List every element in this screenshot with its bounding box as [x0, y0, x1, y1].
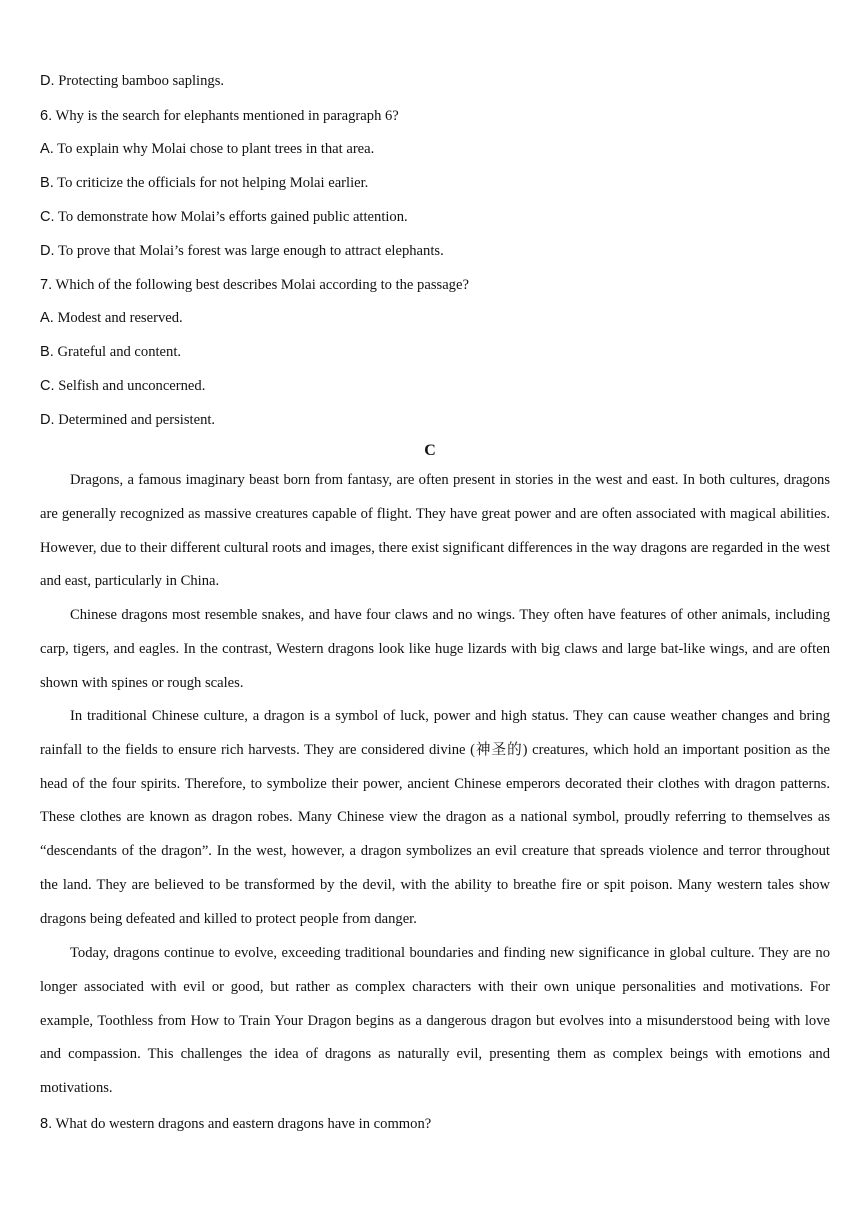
- question-number: 6.: [40, 108, 53, 124]
- option-6b: [40, 173, 368, 193]
- question-6: [40, 106, 399, 126]
- question-text: Why is the search for elephants mentioned in paragraph 6?: [52, 108, 399, 124]
- option-7b: [40, 342, 181, 362]
- option-6c: [40, 207, 408, 227]
- option-letter: A.: [40, 310, 54, 326]
- question-8: [40, 1114, 431, 1134]
- option-text: To criticize the officials for not helping Molai earlier.: [53, 175, 369, 191]
- option-text: Determined and persistent.: [54, 412, 216, 428]
- option-letter: B.: [40, 175, 54, 191]
- option-text: Selfish and unconcerned.: [54, 378, 206, 394]
- option-letter: C.: [40, 209, 55, 225]
- passage-paragraph-2: Chinese dragons most resemble snakes, and have four claws and no wings. They often have features of other animals, including carp, tigers, and eagles. In the contrast, Western dragons look like huge lizards with big claws and large bat-like wings, and are often shown with spines or rough scales.: [40, 607, 830, 691]
- option-letter: D.: [40, 73, 55, 89]
- option-text: Modest and reserved.: [53, 310, 183, 326]
- question-7: [40, 275, 469, 295]
- option-7a: [40, 308, 183, 328]
- option-letter: A.: [40, 141, 54, 157]
- option-text: Protecting bamboo saplings.: [54, 73, 225, 89]
- option-letter: B.: [40, 344, 54, 360]
- question-text: What do western dragons and eastern dragons have in common?: [52, 1116, 432, 1132]
- option-letter: D.: [40, 243, 55, 259]
- option-text: Grateful and content.: [53, 344, 182, 360]
- passage-paragraph-4: Today, dragons continue to evolve, exceeding traditional boundaries and finding new significance in global culture. They are no longer associated with evil or good, but rather as complex characters with their own unique personalities and motivations. For example, Toothless from How to Train Your Dragon begins as a dangerous dragon but evolves into a misunderstood being with love and compassion. This challenges the idea of dragons as naturally evil, presenting them as complex beings with emotions and motivations.: [40, 945, 830, 1097]
- option-text: To explain why Molai chose to plant trees in that area.: [53, 141, 375, 157]
- question-text: Which of the following best describes Molai according to the passage?: [52, 277, 469, 293]
- option-7d: [40, 410, 215, 430]
- option-7c: [40, 376, 205, 396]
- question-number: 8.: [40, 1116, 53, 1132]
- section-heading: C: [424, 442, 436, 459]
- option-6a: [40, 139, 374, 159]
- option-text: To demonstrate how Molai’s efforts gained public attention.: [54, 209, 408, 225]
- option-letter: D.: [40, 412, 55, 428]
- option-6d: [40, 71, 224, 91]
- passage-paragraph-3: In traditional Chinese culture, a dragon is a symbol of luck, power and high status. They can cause weather changes and bring rainfall to the fields to ensure rich harvests. They are considered divine (神圣的) creatures, which hold an important position as the head of the four spirits. Therefore, to symbolize their power, ancient Chinese emperors decorated their clothes with dragon patterns. These clothes are known as dragon robes. Many Chinese view the dragon as a national symbol, proudly referring to themselves as “descendants of the dragon”. In the west, however, a dragon symbolizes an evil creature that spreads violence and terror throughout the land. They are believed to be transformed by the devil, with the ability to breathe fire or spit poison. Many western tales show dragons being defeated and killed to protect people from danger.: [40, 708, 830, 927]
- passage-paragraph-1: Dragons, a famous imaginary beast born from fantasy, are often present in stories in the west and east. In both cultures, dragons are generally recognized as massive creatures capable of flight. They have great power and are often associated with magical abilities. However, due to their different cultural roots and images, there exist significant differences in the way dragons are regarded in the west and east, particularly in China.: [40, 472, 830, 590]
- option-letter: C.: [40, 378, 55, 394]
- question-number: 7.: [40, 277, 53, 293]
- option-text: To prove that Molai’s forest was large enough to attract elephants.: [54, 243, 444, 259]
- option-6d-2: [40, 241, 444, 261]
